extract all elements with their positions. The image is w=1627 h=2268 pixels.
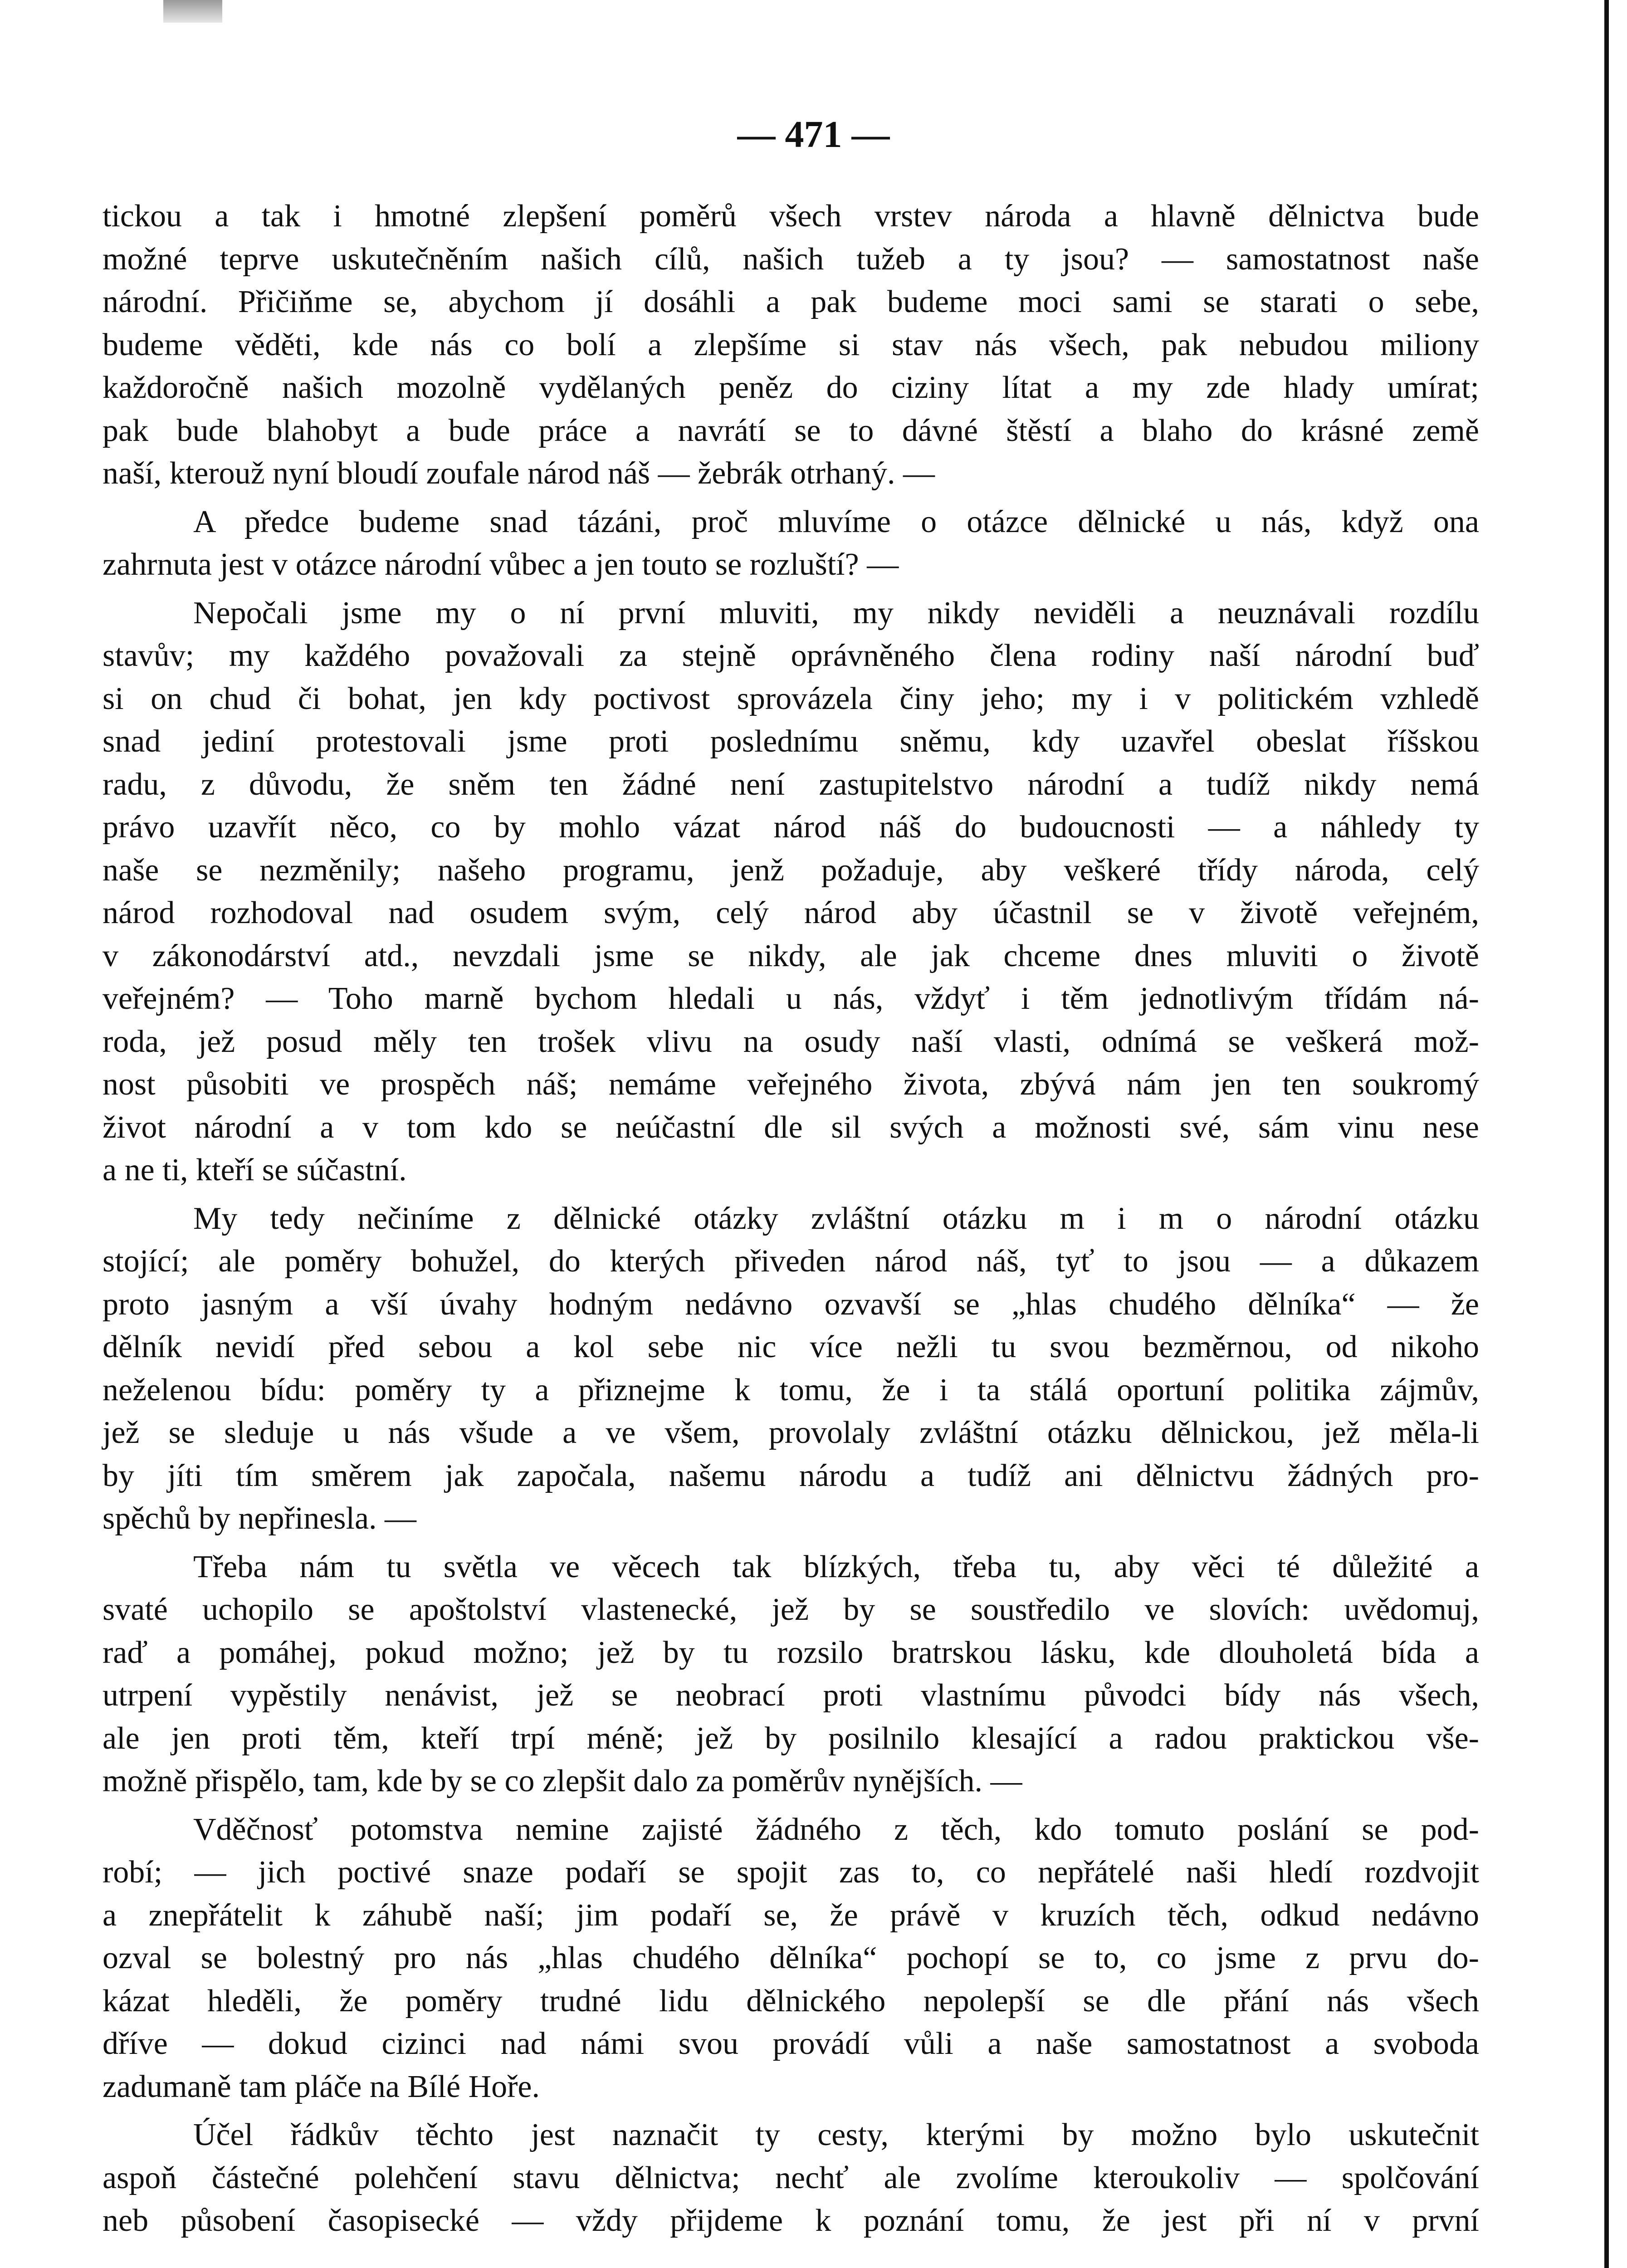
paragraph bbox=[103, 1198, 1479, 1540]
paragraph bbox=[103, 2114, 1479, 2243]
text-line: národní. Přičiňme se, abychom jí dosáhli a pak budeme moci sami se starati o sebe, bbox=[103, 284, 1479, 319]
text-line: by jíti tím směrem jak započala, našemu národu a tudíž ani dělnictvu žádných pro- bbox=[103, 1458, 1479, 1493]
text-line: radu, z důvodu, že sněm ten žádné není zastupitelstvo národní a tudíž nikdy nemá bbox=[103, 767, 1479, 802]
body-text bbox=[103, 195, 1479, 2248]
text-line: stojící; ale poměry bohužel, do kterých přiveden národ náš, tyť to jsou — a důkazem bbox=[103, 1244, 1479, 1279]
text-line: raď a pomáhej, pokud možno; jež by tu rozsilo bratrskou lásku, kde dlouholetá bída a bbox=[103, 1635, 1479, 1670]
paragraph bbox=[103, 1809, 1479, 2109]
text-line: stavův; my každého považovali za stejně oprávněného člena rodiny naší národní buď bbox=[103, 638, 1479, 673]
text-line: jež se sleduje u nás všude a ve všem, provolaly zvláštní otázku dělnickou, jež měla-li bbox=[103, 1415, 1479, 1450]
text-line: Třeba nám tu světla ve věcech tak blízkých, třeba tu, aby věci té důležité a bbox=[193, 1549, 1479, 1584]
paragraph bbox=[103, 592, 1479, 1192]
text-line: život národní a v tom kdo se neúčastní dle sil svých a možnosti své, sám vinu nese bbox=[103, 1110, 1479, 1145]
text-line: tickou a tak i hmotné zlepšení poměrů všech vrstev národa a hlavně dělnictva bude bbox=[103, 199, 1479, 234]
text-line: pak bude blahobyt a bude práce a navrátí se to dávné štěstí a blaho do krásné země bbox=[103, 413, 1479, 448]
text-line: právo uzavřít něco, co by mohlo vázat národ náš do budoucnosti — a náhledy ty bbox=[103, 810, 1479, 845]
text-line: a ne ti, kteří se súčastní. bbox=[103, 1153, 407, 1188]
paragraph bbox=[103, 1546, 1479, 1803]
text-line: dříve — dokud cizinci nad námi svou provádí vůli a naše samostatnost a svoboda bbox=[103, 2026, 1479, 2061]
text-line: veřejném? — Toho marně bychom hledali u nás, vždyť i těm jednotlivým třídám ná- bbox=[103, 981, 1479, 1016]
text-line: možně přispělo, tam, kde by se co zlepšit dalo za poměrův nynějších. — bbox=[103, 1764, 1022, 1799]
text-line: v zákonodárství atd., nevzdali jsme se nikdy, ale jak chceme dnes mluviti o životě bbox=[103, 938, 1479, 973]
text-line: naše se nezměnily; našeho programu, jenž požaduje, aby veškeré třídy národa, celý bbox=[103, 852, 1479, 888]
text-line: budeme věděti, kde nás co bolí a zlepšíme si stav nás všech, pak nebudou miliony bbox=[103, 327, 1479, 362]
text-line: Účel řádkův těchto jest naznačit ty cesty, kterými by možno bylo uskutečnit bbox=[193, 2117, 1479, 2152]
text-line: Vděčnosť potomstva nemine zajisté žádného z těch, kdo tomuto poslání se pod- bbox=[193, 1812, 1479, 1847]
text-line: každoročně našich mozolně vydělaných peněz do ciziny lítat a my zde hlady umírat; bbox=[103, 370, 1479, 405]
text-line: utrpení vypěstily nenávist, jež se neobrací proti vlastnímu původci bídy nás všech, bbox=[103, 1678, 1479, 1713]
scan-edge-border bbox=[1604, 0, 1609, 2268]
text-line: My tedy nečiníme z dělnické otázky zvláštní otázku m i m o národní otázku bbox=[193, 1201, 1479, 1236]
text-line: a znepřátelit k záhubě naší; jim podaří se, že právě v kruzích těch, odkud nedávno bbox=[103, 1897, 1479, 1933]
text-line: neb působení časopisecké — vždy přijdeme k poznání tomu, že jest při ní v první bbox=[103, 2203, 1479, 2238]
text-line: národ rozhodoval nad osudem svým, celý národ aby účastnil se v životě veřejném, bbox=[103, 895, 1479, 930]
text-line: kázat hleděli, že poměry trudné lidu dělnického nepolepší se dle přání nás všech bbox=[103, 1983, 1479, 2019]
text-line: Nepočali jsme my o ní první mluviti, my nikdy neviděli a neuznávali rozdílu bbox=[193, 595, 1479, 631]
text-line: aspoň částečné polehčení stavu dělnictva; nechť ale zvolíme kteroukoliv — spolčování bbox=[103, 2160, 1479, 2195]
text-line: roda, jež posud měly ten trošek vlivu na osudy naší vlasti, odnímá se veškerá mož- bbox=[103, 1024, 1479, 1059]
text-line: snad jediní protestovali jsme proti poslednímu sněmu, kdy uzavřel obeslat říšskou bbox=[103, 724, 1479, 759]
text-line: neželenou bídu: poměry ty a přiznejme k tomu, že i ta stálá oportuní politika zájmův, bbox=[103, 1372, 1479, 1408]
text-line: proto jasným a vší úvahy hodným nedávno ozvavší se „hlas chudého dělníka“ — že bbox=[103, 1286, 1479, 1322]
page-number: — 471 — bbox=[737, 113, 890, 156]
paragraph bbox=[103, 195, 1479, 495]
text-line: zadumaně tam pláče na Bílé Hoře. bbox=[103, 2069, 540, 2104]
text-line: ale jen proti těm, kteří trpí méně; jež by posilnilo klesající a radou praktickou vše- bbox=[103, 1721, 1479, 1756]
text-line: spěchů by nepřinesla. — bbox=[103, 1501, 417, 1536]
text-line: nost působiti ve prospěch náš; nemáme veřejného života, zbývá nám jen ten soukromý bbox=[103, 1067, 1479, 1102]
text-line: zahrnuta jest v otázce národní vůbec a jen touto se rozluští? — bbox=[103, 547, 899, 582]
scan-corner-mark bbox=[163, 0, 222, 23]
text-line: A předce budeme snad tázáni, proč mluvíme o otázce dělnické u nás, když ona bbox=[193, 504, 1479, 539]
text-line: robí; — jich poctivé snaze podaří se spojit zas to, co nepřátelé naši hledí rozdvojit bbox=[103, 1855, 1479, 1890]
paragraph bbox=[103, 501, 1479, 587]
text-line: naší, kterouž nyní bloudí zoufale národ náš — žebrák otrhaný. — bbox=[103, 456, 935, 491]
text-line: možné teprve uskutečněním našich cílů, našich tužeb a ty jsou? — samostatnost naše bbox=[103, 241, 1479, 277]
text-line: si on chud či bohat, jen kdy poctivost sprovázela činy jeho; my i v politickém vzhledě bbox=[103, 681, 1479, 716]
text-line: dělník nevidí před sebou a kol sebe nic více nežli tu svou bezměrnou, od nikoho bbox=[103, 1330, 1479, 1364]
text-line: ozval se bolestný pro nás „hlas chudého dělníka“ pochopí se to, co jsme z prvu do- bbox=[103, 1941, 1479, 1975]
text-line: svaté uchopilo se apoštolství vlastenecké, jež by se soustředilo ve slovích: uvědomuj, bbox=[103, 1592, 1479, 1627]
